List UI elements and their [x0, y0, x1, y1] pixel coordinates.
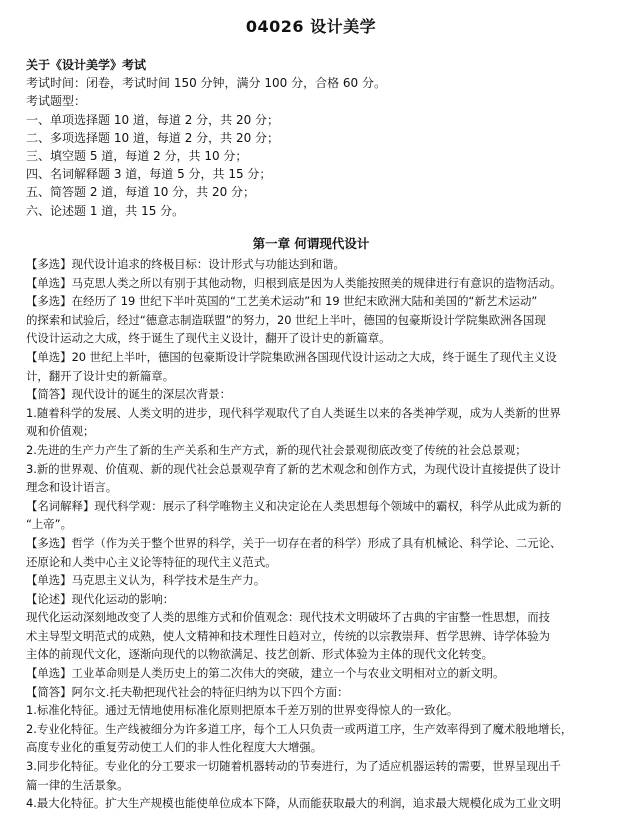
- paragraph-line: 【单选】马克思主义认为，科学技术是生产力。: [26, 573, 266, 588]
- chapter-paragraph: [26, 590, 604, 609]
- paragraph-line: 主体的前现代文化，逐渐向现代的以物欲满足、技艺创新、形式体验为主体的现代文化转变。: [26, 647, 494, 662]
- chapter-paragraph: [26, 348, 604, 385]
- paragraph-line: 篇一律的生活景象。: [26, 777, 129, 792]
- exam-info-line: 三、填空题 5 道，每道 2 分，共 10 分；: [26, 149, 248, 164]
- paragraph-line: 3.同步化特征。专业化的分工要求一切随着机器转动的节奏进行，为了适应机器运转的需要，世界呈现出千: [26, 759, 561, 774]
- paragraph-line: 代设计运动之大成，终于诞生了现代主义设计，翻开了设计史的新篇章。: [26, 331, 391, 346]
- exam-info-line: 考试题型：: [26, 94, 87, 109]
- chapter-paragraph: [26, 497, 604, 534]
- paragraph-line: 1.标准化特征。通过无情地使用标准化原则把原本千差万别的世界变得惊人的一致化。: [26, 703, 459, 718]
- paragraph-line: 【简答】现代设计的诞生的深层次背景：: [26, 387, 232, 402]
- chapter-paragraph: [26, 608, 604, 664]
- chapter-paragraph: [26, 720, 604, 757]
- paragraph-line: 计，翻开了设计史的新篇章。: [26, 368, 175, 383]
- paragraph-line: 1.随着科学的发展、人类文明的进步，现代科学观取代了自人类诞生以来的各类神学观，成为人类新的世界: [26, 405, 561, 420]
- chapter-paragraph: [26, 255, 604, 274]
- chapter-paragraph: [26, 571, 604, 590]
- exam-info-line: 一、单项选择题 10 道，每道 2 分，共 20 分；: [26, 112, 280, 127]
- chapter-paragraph: [26, 534, 604, 571]
- paragraph-line: 【单选】马克思人类之所以有别于其他动物，归根到底是因为人类能按照美的规律进行有意识的造物活动。: [26, 275, 562, 290]
- exam-info-section: [26, 56, 598, 220]
- paragraph-line: 还原论和人类中心主义论等特征的现代主义范式。: [26, 554, 277, 569]
- chapter-paragraph: [26, 757, 604, 794]
- paragraph-line: 2.专业化特征。生产线被细分为许多道工序，每个工人只负责一或两道工序，生产效率得到了魔术般地增长，: [26, 721, 573, 736]
- paragraph-line: “上帝”。: [26, 517, 72, 532]
- paragraph-line: 【多选】哲学（作为关于整个世界的科学，关于一切存在者的科学）形成了具有机械论、科学论、二元论、: [26, 535, 562, 550]
- paragraph-line: 3.新的世界观、价值观、新的现代社会总景观孕育了新的艺术观念和创作方式，为现代设计直接提供了设计: [26, 461, 561, 476]
- chapter-body: [26, 255, 604, 813]
- exam-info-heading: 关于《设计美学》考试: [26, 58, 147, 72]
- exam-info-line: 四、名词解释题 3 道，每道 5 分，共 15 分；: [26, 167, 272, 182]
- paragraph-line: 【单选】工业革命则是人类历史上的第二次伟大的突破，建立一个与农业文明相对立的新文明。: [26, 666, 505, 681]
- paragraph-line: 2.先进的生产力产生了新的生产关系和生产方式，新的现代社会景观彻底改变了传统的社会总景观；: [26, 442, 527, 457]
- exam-info-line: 考试时间：闭卷，考试时间 150 分钟，满分 100 分，合格 60 分。: [26, 76, 386, 91]
- document-title: 04026 设计美学: [245, 17, 377, 36]
- paragraph-line: 理念和设计语言。: [26, 480, 118, 495]
- chapter-paragraph: [26, 701, 604, 720]
- paragraph-line: 高度专业化的重复劳动使工人们的非人性化程度大大增强。: [26, 740, 323, 755]
- paragraph-line: 4.最大化特征。扩大生产规模也能使单位成本下降，从而能获取最大的利润，追求最大规模化成为工业文明: [26, 796, 561, 811]
- paragraph-line: 【多选】在经历了 19 世纪下半叶英国的“工艺美术运动”和 19 世纪末欧洲大陆和美国的“新艺术运动”: [26, 294, 538, 309]
- paragraph-line: 【论述】现代化运动的影响：: [26, 591, 175, 606]
- paragraph-line: 【简答】阿尔文.托夫勒把现代社会的特征归纳为以下四个方面：: [26, 684, 349, 699]
- exam-info-line: 二、多项选择题 10 道，每道 2 分，共 20 分；: [26, 130, 280, 145]
- chapter-paragraph: [26, 404, 604, 441]
- paragraph-line: 观和价值观；: [26, 424, 95, 439]
- paragraph-line: 的探索和试验后，经过“德意志制造联盟”的努力，20 世纪上半叶，德国的包豪斯设计学院集欧洲各国现: [26, 312, 546, 327]
- paragraph-line: 【多选】现代设计追求的终极目标：设计形式与功能达到和谐。: [26, 257, 345, 271]
- chapter-paragraph: [26, 385, 604, 404]
- paragraph-line: 术主导型文明范式的成熟，使人文精神和技术理性日趋对立，传统的以宗教崇拜、哲学思辨、诗学体验为: [26, 628, 550, 643]
- chapter-paragraph: [26, 292, 604, 348]
- chapter-paragraph: [26, 683, 604, 702]
- chapter-paragraph: [26, 441, 604, 460]
- paragraph-line: 【名词解释】现代科学观：展示了科学唯物主义和决定论在人类思想每个领域中的霸权，科学从此成为新的: [26, 498, 562, 513]
- chapter-paragraph: [26, 664, 604, 683]
- chapter-paragraph: [26, 794, 604, 813]
- chapter-paragraph: [26, 274, 604, 293]
- chapter-paragraph: [26, 460, 604, 497]
- exam-info-line: 六、论述题 1 道，共 15 分。: [26, 203, 185, 218]
- paragraph-line: 现代化运动深刻地改变了人类的思维方式和价值观念：现代技术文明破坏了古典的宇宙整一性思想，而技: [26, 610, 550, 625]
- exam-info-line: 五、简答题 2 道，每道 10 分，共 20 分；: [26, 185, 256, 200]
- chapter-title: 第一章 何谓现代设计: [252, 236, 370, 251]
- paragraph-line: 【单选】20 世纪上半叶，德国的包豪斯设计学院集欧洲各国现代设计运动之大成，终于诞生了现代主义设: [26, 349, 557, 364]
